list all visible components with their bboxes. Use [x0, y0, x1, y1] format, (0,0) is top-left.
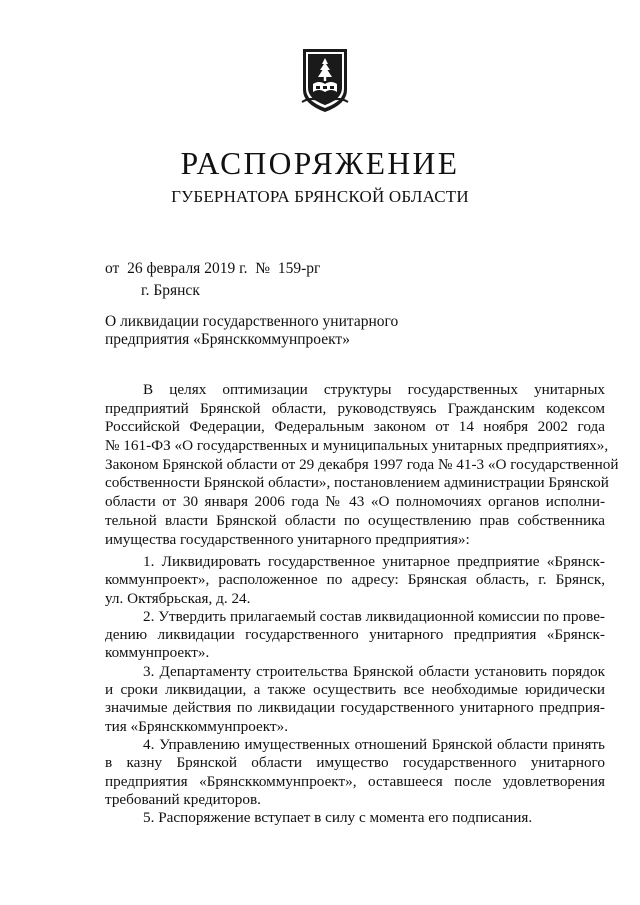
- preamble-line: тельной власти Брянской области по осуществлению прав собственника: [105, 511, 605, 529]
- preamble-line: области от 30 января 2006 года № 43 «О полномочиях органов исполни-: [105, 493, 605, 511]
- item-line: значимые действия по ликвидации государственного унитарного предприя-: [105, 699, 605, 717]
- order-item-4: [105, 736, 605, 809]
- preamble-paragraph: [105, 381, 619, 549]
- item-line: предприятия «Брянсккоммунпроект», оставшееся после удовлетворения: [105, 772, 605, 790]
- item-line: и сроки ликвидации, а также осуществить все необходимые юридически: [105, 681, 605, 699]
- item-line: коммунпроект», расположенное по адресу: Брянская область, г. Брянск,: [105, 571, 605, 589]
- item-line: ул. Октябрьская, д. 24.: [105, 589, 251, 607]
- subject-line: О ликвидации государственного унитарного: [105, 313, 399, 330]
- order-item-1: [105, 553, 605, 608]
- item-line: тия «Брянсккоммунпроект».: [105, 717, 288, 735]
- document-title: РАСПОРЯЖЕНИЕ: [180, 146, 460, 181]
- preamble-line: собственности Брянской области», постановлением администрации Брянской: [105, 474, 609, 492]
- preamble-line: Российской Федерации, Федеральным законом от 14 ноября 2002 года: [105, 418, 605, 436]
- item-line: 3. Департаменту строительства Брянской области установить порядок: [143, 662, 605, 680]
- order-items: [105, 553, 605, 827]
- item-line: коммунпроект».: [105, 644, 210, 662]
- subject-line: предприятия «Брянсккоммунпроект»: [105, 331, 350, 348]
- order-item-3: [105, 663, 605, 736]
- item-line: 4. Управлению имущественных отношений Брянской области принять: [143, 735, 605, 753]
- document-date-number: от 26 февраля 2019 г. № 159-рг: [105, 260, 321, 277]
- order-item-2: [105, 608, 605, 663]
- bryansk-coat-of-arms-icon: [299, 46, 351, 114]
- preamble-line: предприятий Брянской области, руководствуясь Гражданским кодексом: [105, 399, 605, 417]
- preamble-line: имущества государственного унитарного предприятия»:: [105, 530, 470, 548]
- document-city: г. Брянск: [141, 282, 200, 299]
- document-subject: [105, 313, 465, 349]
- item-line: требований кредиторов.: [105, 790, 261, 808]
- order-item-5: [105, 809, 605, 827]
- item-line: дению ликвидации государственного унитарного предприятия «Брянск-: [105, 626, 605, 644]
- item-line: в казну Брянской области имущество государственного унитарного: [105, 754, 605, 772]
- document-subtitle: ГУБЕРНАТОРА БРЯНСКОЙ ОБЛАСТИ: [171, 187, 469, 206]
- preamble-line: Законом Брянской области от 29 декабря 1997 года № 41-3 «О государственной: [105, 455, 619, 473]
- item-line: 5. Распоряжение вступает в силу с момента его подписания.: [143, 809, 533, 827]
- preamble-line: В целях оптимизации структуры государственных унитарных: [143, 381, 605, 398]
- item-line: 2. Утвердить прилагаемый состав ликвидационной комиссии по прове-: [143, 607, 605, 625]
- item-line: 1. Ликвидировать государственное унитарное предприятие «Брянск-: [143, 553, 605, 570]
- preamble-line: № 161-ФЗ «О государственных и муниципальных унитарных предприятиях»,: [105, 437, 609, 455]
